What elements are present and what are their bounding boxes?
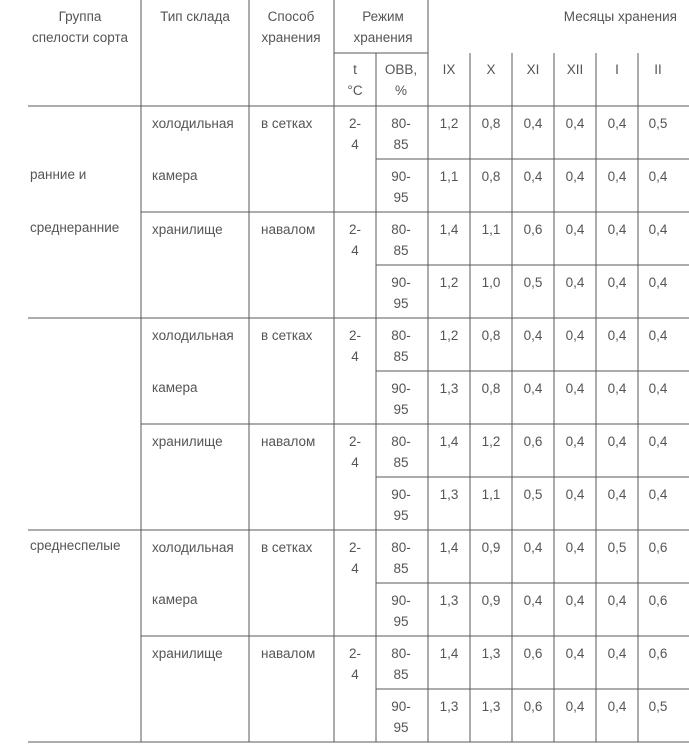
month-value: 1,1	[481, 222, 501, 237]
humidity-value: 85	[393, 243, 409, 258]
humidity-value: 90-	[391, 275, 411, 290]
humidity-value: 80-	[391, 222, 411, 237]
month-value: 0,4	[523, 328, 543, 343]
month-value: 0,4	[607, 487, 627, 502]
temperature-value: 4	[351, 561, 359, 576]
month-value: 1,3	[439, 381, 459, 396]
humidity-value: 80-	[391, 646, 411, 661]
temperature-value: 2-	[348, 116, 362, 131]
header-month: IX	[442, 62, 456, 77]
month-value: 0,4	[607, 646, 627, 661]
humidity-value: 85	[393, 667, 409, 682]
month-value: 0,9	[481, 540, 501, 555]
month-value: 0,8	[481, 328, 501, 343]
storage-method: в сетках	[261, 116, 313, 131]
month-value: 0,4	[607, 434, 627, 449]
humidity-value: 85	[393, 455, 409, 470]
humidity-value: 90-	[391, 593, 411, 608]
month-value: 0,4	[565, 646, 585, 661]
header-humidity-line2: %	[394, 83, 408, 98]
temperature-value: 4	[351, 667, 359, 682]
storage-type: камера	[152, 592, 198, 607]
month-value: 0,4	[565, 540, 585, 555]
month-value: 1,4	[439, 222, 459, 237]
month-value: 0,4	[565, 699, 585, 714]
month-value: 1,4	[439, 434, 459, 449]
temperature-value: 2-	[348, 540, 362, 555]
table-body	[30, 116, 668, 744]
month-value: 0,4	[523, 540, 543, 555]
storage-method: навалом	[261, 222, 316, 237]
month-value: 0,6	[523, 699, 543, 714]
temperature-value: 2-	[348, 328, 362, 343]
storage-type: холодильная	[152, 116, 234, 131]
month-value: 1,4	[439, 646, 459, 661]
storage-type: хранилище	[152, 222, 223, 237]
month-value: 0,4	[565, 275, 585, 290]
month-value: 0,6	[648, 646, 668, 661]
month-value: 0,4	[607, 699, 627, 714]
humidity-value: 95	[393, 508, 409, 523]
month-value: 0,8	[481, 116, 501, 131]
header-month: XII	[566, 62, 584, 77]
header-group-line1: Группа	[58, 9, 102, 24]
month-value: 0,4	[565, 593, 585, 608]
header-method-line1: Способ	[267, 9, 315, 24]
humidity-value: 95	[393, 296, 409, 311]
storage-method: в сетках	[261, 328, 313, 343]
humidity-value: 90-	[391, 487, 411, 502]
humidity-value: 90-	[391, 381, 411, 396]
month-value: 0,4	[565, 222, 585, 237]
month-value: 0,4	[523, 116, 543, 131]
temperature-value: 4	[351, 455, 359, 470]
month-value: 0,4	[648, 487, 668, 502]
month-value: 0,4	[565, 381, 585, 396]
humidity-value: 85	[393, 137, 409, 152]
month-value: 0,4	[648, 328, 668, 343]
header-method-line2: хранения	[261, 30, 321, 45]
header-month: I	[615, 62, 619, 77]
month-value: 0,4	[523, 169, 543, 184]
storage-type: камера	[152, 168, 198, 183]
group-name: среднеранние	[30, 220, 120, 235]
table-grid	[28, 0, 689, 742]
month-value: 0,4	[607, 381, 627, 396]
humidity-value: 80-	[391, 116, 411, 131]
header-group-line2: спелости сорта	[31, 30, 129, 45]
month-value: 1,2	[481, 434, 501, 449]
month-value: 0,6	[648, 593, 668, 608]
month-value: 0,5	[648, 699, 668, 714]
month-value: 0,6	[523, 222, 543, 237]
month-value: 0,4	[607, 328, 627, 343]
header-storage-type: Тип склада	[160, 9, 230, 24]
humidity-value: 95	[393, 614, 409, 629]
month-value: 0,4	[565, 116, 585, 131]
month-value: 0,4	[648, 381, 668, 396]
month-value: 0,6	[523, 434, 543, 449]
month-value: 1,3	[439, 487, 459, 502]
month-value: 1,2	[439, 328, 459, 343]
month-value: 0,4	[648, 275, 668, 290]
humidity-value: 90-	[391, 699, 411, 714]
month-value: 1,3	[481, 699, 501, 714]
month-value: 1,4	[439, 540, 459, 555]
header-month: X	[486, 62, 496, 77]
header-regime-line2: хранения	[353, 30, 413, 45]
temperature-value: 4	[351, 349, 359, 364]
month-value: 0,4	[565, 487, 585, 502]
temperature-value: 2-	[348, 222, 362, 237]
month-value: 0,4	[607, 222, 627, 237]
humidity-value: 95	[393, 402, 409, 417]
header-months-title: Месяцы хранения	[563, 9, 677, 24]
month-value: 0,4	[648, 169, 668, 184]
month-value: 0,4	[648, 222, 668, 237]
humidity-value: 85	[393, 561, 409, 576]
month-value: 0,4	[607, 275, 627, 290]
month-value: 0,4	[607, 116, 627, 131]
temperature-value: 2-	[348, 646, 362, 661]
month-value: 0,4	[648, 434, 668, 449]
humidity-value: 80-	[391, 328, 411, 343]
header-temp-line2: °C	[347, 83, 363, 98]
storage-method: в сетках	[261, 540, 313, 555]
month-value: 0,5	[523, 275, 543, 290]
temperature-value: 4	[351, 137, 359, 152]
humidity-value: 80-	[391, 434, 411, 449]
humidity-value: 90-	[391, 169, 411, 184]
temperature-value: 2-	[348, 434, 362, 449]
month-value: 0,4	[607, 593, 627, 608]
temperature-value: 4	[351, 243, 359, 258]
month-value: 1,1	[439, 169, 459, 184]
storage-type: холодильная	[152, 328, 234, 343]
month-value: 0,4	[565, 328, 585, 343]
group-name: ранние и	[30, 167, 87, 182]
month-value: 0,5	[648, 116, 668, 131]
month-value: 0,8	[481, 381, 501, 396]
month-value: 0,4	[565, 434, 585, 449]
month-value: 1,1	[481, 487, 501, 502]
storage-type: хранилище	[152, 434, 223, 449]
header-humidity-line1: ОВВ,	[384, 62, 418, 77]
month-value: 1,3	[439, 699, 459, 714]
header-month: XI	[526, 62, 540, 77]
month-value: 0,6	[648, 540, 668, 555]
month-value: 1,3	[481, 646, 501, 661]
month-value: 0,8	[481, 169, 501, 184]
humidity-value: 85	[393, 349, 409, 364]
storage-method: навалом	[261, 646, 316, 661]
group-name: среднеспелые	[30, 538, 121, 553]
header-month: II	[654, 62, 662, 77]
storage-method: навалом	[261, 434, 316, 449]
month-value: 0,5	[523, 487, 543, 502]
storage-type: холодильная	[152, 540, 234, 555]
month-value: 0,4	[607, 169, 627, 184]
storage-type: камера	[152, 380, 198, 395]
month-value: 1,2	[439, 275, 459, 290]
month-value: 1,3	[439, 593, 459, 608]
header-regime-line1: Режим	[362, 9, 404, 24]
humidity-value: 95	[393, 720, 409, 735]
storage-type: хранилище	[152, 646, 223, 661]
month-value: 0,5	[607, 540, 627, 555]
month-value: 1,0	[481, 275, 501, 290]
month-value: 0,6	[523, 646, 543, 661]
month-value: 0,4	[523, 593, 543, 608]
humidity-value: 95	[393, 190, 409, 205]
header-temp-line1: t	[353, 62, 357, 77]
humidity-value: 80-	[391, 540, 411, 555]
month-value: 0,4	[565, 169, 585, 184]
month-value: 0,4	[523, 381, 543, 396]
month-value: 1,2	[439, 116, 459, 131]
month-value: 0,9	[481, 593, 501, 608]
